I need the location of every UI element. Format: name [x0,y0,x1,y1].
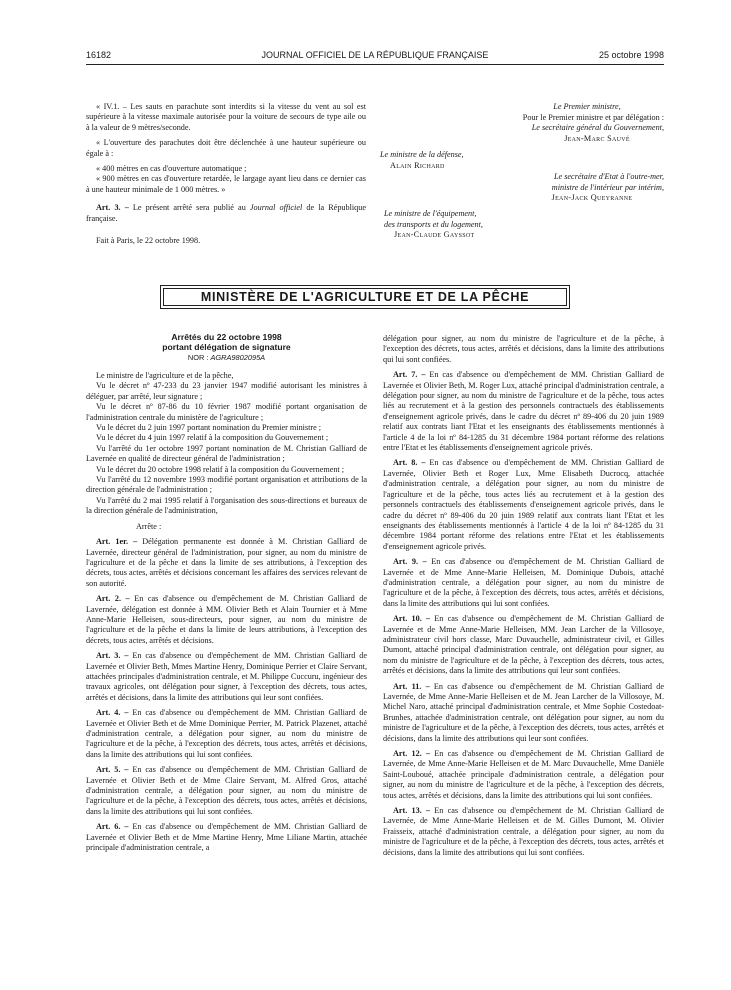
article-10 [383,614,664,676]
signatory-delegation: Pour le Premier ministre et par délégation : [522,112,664,122]
article-12 [383,749,664,801]
journal-reference: Journal officiel [249,203,303,213]
article-text: de la République française. [86,203,366,223]
signing-place-date: Fait à Paris, le 22 octobre 1998. [96,236,201,246]
intro-line: Vu le décret nº 47-233 du 23 janvier 1947 modifié autorisant les ministres à déléguer, par arrêté, leur signature ; [86,381,367,401]
article-7 [383,370,664,453]
signatory-title: ministre de l'intérieur par intérim, [551,182,664,192]
article-6 [86,822,367,853]
article-9 [383,557,664,609]
article-text: En cas d'absence ou d'empêchement de M. Christian Galliard de Lavernée et de Mme Anne-Marie Helleisen, MM. Jean Larcher de la Villosoye, administrateur civil hors classe, Marc Duvauchelle, administrateur civil, et Gilles Dumont, attaché principal d'administration centrale, ont délégation pour signer, au nom du ministre de l'agriculture et de la pêche, à l'exception des décrets, tous actes, arrêtés et décisions, dans la limite des attributions qui leur sont confiées. [383,614,664,676]
article-11 [383,682,664,744]
article-text: En cas d'absence ou d'empêchement de M. Christian Galliard de Lavernée et de Mme Anne-Marie Helleisen, M. Dominique Dubois, attaché d'administration centrale, a délégation pour signer, au nom du ministre de l'agriculture et de la pêche, à l'exception des décrets, tous actes, arrêtés et décisions, dans la limite des attributions qui lui sont confiées. [383,557,664,608]
article-label: Art. 3. – [96,203,129,213]
article-label: Art. 6. – [96,822,129,832]
page-header [86,48,664,64]
intro-line: Vu l'arrêté du 12 novembre 1993 modifié portant organisation et attributions de la direction générale de l'administration ; [86,475,367,495]
signature-equipment-minister [384,209,544,241]
signatory-name: Jean-Jack Queyranne [551,193,633,202]
paragraph: « IV.1. – Les sauts en parachute sont interdits si la vitesse du vent au sol est supérieure à la vitesse maximale autorisée pour la voiture de secours de type aile ou à la valeur de 9 mètres/seconde. [86,102,366,132]
decree-title: Arrêtés du 22 octobre 1998 [171,332,282,342]
left-column [86,332,367,853]
intro-line: Vu le décret nº 87-86 du 10 février 1987 modifié portant organisation de l'administration centrale du ministère de l'agriculture ; [86,402,367,422]
signatory-title: Le secrétaire d'Etat à l'outre-mer, [554,172,664,181]
signatory-name: Jean-Marc Sauvé [564,133,630,143]
previous-decree-end [86,102,366,246]
signatory-title: Le secrétaire général du Gouvernement, [531,123,664,132]
article-3 [86,203,366,224]
article-text: En cas d'absence ou d'empêchement de M. Christian Galliard de Lavernée, de Mme Anne-Marie Helleisen et de M. Gilles Dumont, M. Olivier Fraisseix, attaché d'administration centrale, a délégation pour signer, au nom du ministre de l'agriculture et de la pêche, à l'exception des décrets, tous actes, arrêtés et décisions, dans la limite des attributions qui lui sont confiées. [383,806,664,857]
article-text: Le présent arrêté sera publié au [128,203,250,213]
article-label: Art. 2. – [96,594,130,604]
article-text: En cas d'absence ou d'empêchement de MM. Christian Galliard de Lavernée et Olivier Beth, M. Roger Lux, attaché principal d'administration centrale, a délégation pour signer, au nom du ministre de l'agriculture et de la pêche, tous actes liés au recrutement et à la gestion des personnels contractuels des établissements d'enseignement agricole privés, dans le cadre du décret nº 89-406 du 20 juin 1989 relatif aux contrats liant l'Etat et les enseignants des établissements mentionnés à l'article 4 de la loi nº 84-1285 du 31 décembre 1984 portant réforme des relations entre l'Etat et les établissements d'enseignement agricole privés. [383,370,664,453]
signatory-title: Le ministre de l'équipement, [384,209,477,218]
intro-line: Vu le décret du 2 juin 1997 portant nomination du Premier ministre ; [96,423,322,433]
nor-reference [86,353,367,362]
article-8 [383,458,664,552]
article-4 [86,708,367,760]
paragraph: « 900 mètres en cas d'ouverture retardée, le largage ayant lieu dans ce dernier cas à une hauteur minimale de 1 000 mètres. » [86,174,366,194]
signatory-name: Jean-Claude Gayssot [394,230,475,239]
article-text: En cas d'absence ou d'empêchement de M. Christian Galliard de Lavernée, de Mme Anne-Marie Helleisen et de M. Marc Duvauchelle, Mme Danièle Saint-Louboué, attachée principale d'administration centrale, a délégation pour signer, au nom du ministre de l'agriculture et de la pêche, à l'exception des décrets, tous actes, arrêtés et décisions, dans la limite des attributions qui lui sont confiées. [383,749,664,800]
decree-subtitle: portant délégation de signature [162,342,291,352]
article-text: En cas d'absence ou d'empêchement de MM. Christian Galliard de Lavernée, Olivier Beth et Roger Lux, Mme Elisabeth Ducrocq, attachée d'administration centrale, a délégation pour signer, au nom du ministre de l'agriculture et de la pêche, tous actes liés au recrutement et à la gestion des personnels contractuels des établissements d'enseignement agricole privés, dans le cadre du décret nº 89-406 du 20 juin 1989 relatif aux contrats liant l'Etat et les enseignants des établissements mentionnés à l'article 4 de la loi nº 84-1285 du 31 décembre 1984 portant réforme des relations entre l'Etat et les établissements d'enseignement agricole privés. [383,458,664,551]
journal-title: JOURNAL OFFICIEL DE LA RÉPUBLIQUE FRANÇAISE [261,50,489,60]
article-label: Art. 5. – [96,765,129,775]
article-text: Délégation permanente est donnée à M. Christian Galliard de Lavernée, directeur général de l'administration, pour signer, au nom du ministre de l'agriculture et de la pêche et dans la limite de ses attributions, à l'exception des décrets, tous actes, arrêtés et décisions concernant les affaires des services relevant de son autorité. [86,537,367,588]
article-text: En cas d'absence ou d'empêchement de MM. Christian Galliard de Lavernée et Olivier Beth et de Mme Dominique Perrier, M. Patrick Plazenet, attaché d'administration centrale, a délégation pour signer, au nom du ministre de l'agriculture et de la pêche, à l'exception des décrets, tous actes, arrêtés et décisions, dans la limite des attributions qui lui sont confiées. [86,708,367,759]
right-column [383,334,664,858]
page-number: 16182 [86,50,112,60]
article-text: En cas d'absence ou d'empêchement de MM. Christian Galliard de Lavernée et Olivier Beth, Mmes Martine Henry, Dominique Perrier et Claire Servant, attachées principales d'administration centrale, et M. Philippe Cuccuru, ingénieur des travaux agricoles, ont délégation pour signer, à l'exception des décrets, tous actes, arrêtés et décisions, dans la limite des attributions qui leur sont confiées. [86,651,367,702]
intro-line: Vu le décret du 4 juin 1997 relatif à la composition du Gouvernement ; [96,433,329,443]
header-rule [86,64,664,65]
publication-date: 25 octobre 1998 [598,50,664,60]
intro-line: Vu l'arrêté du 2 mai 1995 relatif à l'organisation des sous-directions et bureaux de la direction générale de l'administration, [86,495,367,516]
intro-line: Vu l'arrêté du 1er octobre 1997 portant nomination de M. Christian Galliard de Lavernée en qualité de directeur général de l'administration ; [86,443,367,464]
paragraph: « L'ouverture des parachutes doit être déclenchée à une hauteur supérieure ou égale à : [86,138,366,158]
signature-outremer-secretary [490,172,664,204]
signatory-title: Le ministre de la défense, [380,150,464,159]
intro-line: Vu le décret du 20 octobre 1998 relatif à la composition du Gouvernement ; [96,464,345,474]
article-1 [86,537,367,589]
article-3 [86,651,367,703]
article-label: Art. 9. – [393,557,427,567]
article-label: Art. 13. – [393,806,431,816]
article-label: Art. 1er. – [96,537,138,547]
signature-prime-minister [470,102,664,144]
intro-line: Le ministre de l'agriculture et de la pêche, [96,371,234,380]
article-text: En cas d'absence ou d'empêchement de MM. Christian Galliard de Lavernée et Olivier Beth et de Mme Claire Servant, M. Alfred Gros, attaché d'administration centrale, a délégation pour signer, au nom du ministre de l'agriculture et de la pêche, à l'exception des décrets, tous actes, arrêtés et décisions, dans la limite des attributions qui lui sont confiées. [86,765,367,816]
paragraph: « 400 mètres en cas d'ouverture automatique ; [96,164,247,174]
nor-code: AGRA9802095A [210,353,266,362]
article-text: En cas d'absence ou d'empêchement de M. Christian Galliard de Lavernée, de Mme Anne-Marie Helleisen et de M. Jean Larcher de la Villosoye, M. Michel Naro, attaché principal d'administration centrale, et Mme Sophie Costedoat-Brunhes, attachée d'administration centrale, ont délégation pour signer, au nom du ministre de l'agriculture et de la pêche, à l'exception des décrets, tous actes, arrêtés et décisions, dans la limite des attributions qui leur sont confiées. [383,681,664,743]
ministry-title: MINISTÈRE DE L'AGRICULTURE ET DE LA PÊCHE [163,288,567,306]
article-label: Art. 8. – [393,458,426,468]
article-label: Art. 11. – [393,681,430,691]
article-text: En cas d'absence ou d'empêchement de MM. Christian Galliard de Lavernée et Olivier Beth et de Mme Martine Henry, Mme Liliane Martin, attachée principale d'administration centrale, a [86,822,367,853]
signature-defense-minister [380,150,530,171]
article-13 [383,806,664,858]
article-label: Art. 3. – [96,651,129,661]
signatory-title: Le Premier ministre, [553,102,621,111]
article-label: Art. 12. – [393,749,431,759]
nor-label: NOR : [187,353,211,362]
article-5 [86,765,367,817]
ministry-banner [160,285,570,309]
arrete-heading: Arrête : [136,521,162,531]
article-label: Art. 10. – [393,614,431,624]
article-text: En cas d'absence ou d'empêchement de M. Christian Galliard de Lavernée, délégation est donnée à MM. Olivier Beth et Alain Tournier et à Mme Anne-Marie Helleisen, sous-directeurs, pour signer, au nom du ministre de l'agriculture et de la pêche et dans la limite de leurs attributions, à l'exception des décrets, tous actes, arrêtés et décisions. [86,594,367,645]
article-label: Art. 7. – [393,370,426,380]
article-label: Art. 4. – [96,708,129,718]
article-6-continuation: délégation pour signer, au nom du ministre de l'agriculture et de la pêche, à l'exception des décrets, tous actes, arrêtés et décisions, dans la limite des attributions qui lui sont confiées. [383,334,664,364]
article-2 [86,594,367,646]
signatory-name: Alain Richard [390,160,445,170]
signatory-title: des transports et du logement, [384,219,483,229]
